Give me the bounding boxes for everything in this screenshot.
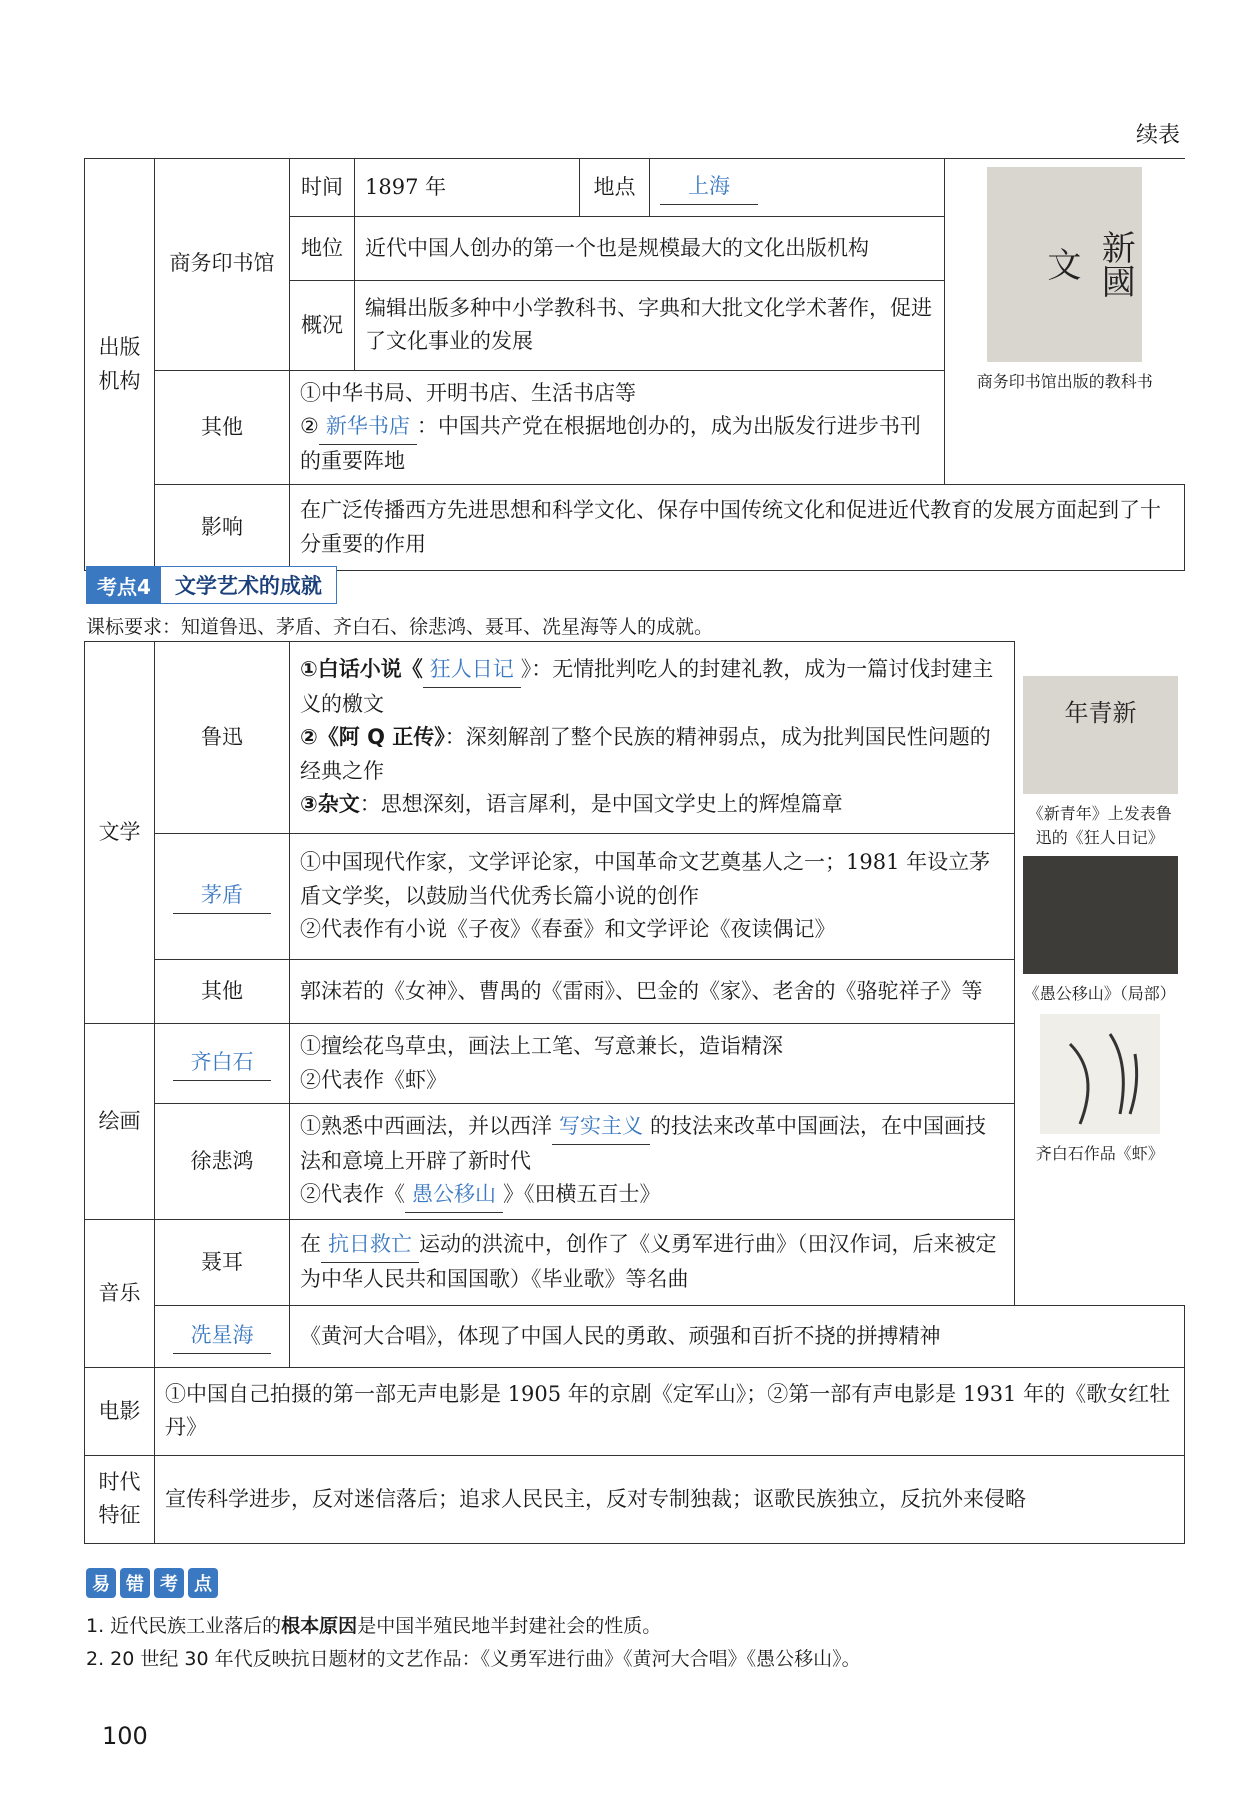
anti-japanese-fill: 抗日救亡 <box>321 1228 419 1263</box>
curriculum-requirement: 课标要求：知道鲁迅、茅盾、齐白石、徐悲鸿、聂耳、冼星海等人的成就。 <box>86 616 714 638</box>
status-value: 近代中国人创办的第一个也是规模最大的文化出版机构 <box>355 216 945 280</box>
literature-art-table: 文学 鲁迅 ①白话小说《 狂人日记 》：无情批判吃人的封建礼教，成为一篇讨伐封建主义的檄文 ②《阿 Q 正传》：深刻解剖了整个民族的精神弱点，成为批判国民性问题的经典之作 ③杂文：思想深刻，语言犀利，是中国文学史上的辉煌篇章 年青新 《新青年》上发表鲁迅的《狂人日记》 《愚公移山》（局部） 齐白石作品《虾》 茅盾 ①中国现代作家，文学评论家，中国革命文艺奠基人之一；1981 年设立茅盾文学奖，以鼓励当代优秀长篇小说的创作 ②代表作有小说《子夜》《春蚕》和文学评论《夜读偶记》 其他 郭沫若的《女神》、曹禺的《雷雨》、巴金的《家》、老舍的《骆驼祥子》等 绘画 齐白石 ①擅绘花鸟草虫，画法上工笔、写意兼长，造诣精深 ②代表作《虾》 徐悲鸿 ①熟悉中西画法，并以西洋 写实主义 的技法来改革中国画法，在中国画技法和意境上开辟了新时代 ②代表作《 愚公移山 》《田横五百士》 音乐 聂耳 在 抗日救亡 运动的洪流中，创作了《义勇军进行曲》（田汉作词，后来被定为中华人民共和国国歌）《毕业歌》等名曲 冼星海 《黄河大合唱》，体现了中国人民的勇敢、顽强和百折不挠的拼搏精神 电影 ①中国自己拍摄的第一部无声电影是 1905 年的京剧《定军山》；②第一部有声电影是 1931 年的《歌女红牡丹》 时代特征 宣传科学进步，反对迷信落后；追求人民民主，反对专制独裁；讴歌民族独立，反抗外来侵略 <box>84 641 1185 1544</box>
film-label: 电影 <box>85 1367 155 1455</box>
place-label: 地点 <box>580 159 650 217</box>
status-label: 地位 <box>290 216 355 280</box>
maodun-fill: 茅盾 <box>173 879 271 914</box>
place-fill: 上海 <box>660 170 758 205</box>
impact-label: 影响 <box>155 485 290 571</box>
page-number: 100 <box>102 1722 148 1750</box>
qibaishi-fill: 齐白石 <box>173 1046 271 1081</box>
section-title: 文学艺术的成就 <box>161 567 336 603</box>
section-badge <box>86 566 337 604</box>
maodun-line1: ①中国现代作家，文学评论家，中国革命文艺奠基人之一；1981 年设立茅盾文学奖，以鼓励当代优秀长篇小说的创作 <box>300 850 991 908</box>
error-prone-list <box>86 1610 861 1677</box>
error-item-2: 2. 20 世纪 30 年代反映抗日题材的文艺作品：《义勇军进行曲》《黄河大合唱》《愚公移山》。 <box>86 1648 861 1671</box>
era-value: 宣传科学进步，反对迷信落后；追求人民民主，反对专制独裁；讴歌民族独立，反抗外来侵略 <box>155 1455 1185 1543</box>
commercial-press-name: 商务印书馆 <box>155 159 290 371</box>
music-label: 音乐 <box>85 1219 155 1367</box>
realism-fill: 写实主义 <box>552 1110 650 1145</box>
nieer-name: 聂耳 <box>155 1219 290 1305</box>
painting-label: 绘画 <box>85 1024 155 1220</box>
publishing-table: 出版机构 商务印书馆 时间 1897 年 地点 上海 新國文 地位 近代中国人创办的第一个也是规模最大的文化出版机构 概况 编辑出版多种中小学教科书、字典和大批文化学术著作，促进了文化事业的发展 其他 ①中华书局、开明书店、生活书店等 ② 新华书店 ：中国共产党在根据地创办的，成为出版发行进步书刊的重要阵地 商务印书馆出版的教科书 影响 在广泛传播西方先进思想和科学文化、保存中国传统文化和促进近代教育的发展方面起到了十分重要的作用 <box>84 158 1185 571</box>
shrimp-image <box>1040 1014 1160 1134</box>
textbook-image: 新國文 <box>987 167 1142 362</box>
textbook-caption: 商务印书馆出版的教科书 <box>976 372 1153 391</box>
madman-diary-fill: 狂人日记 <box>423 653 521 688</box>
publishing-label: 出版机构 <box>85 159 155 571</box>
qibaishi-line1: ①擅绘花鸟草虫，画法上工笔、写意兼长，造诣精深 <box>300 1034 783 1058</box>
continued-label: 续表 <box>1135 123 1180 148</box>
others-line1: ①中华书局、开明书店、生活书店等 <box>300 380 636 405</box>
maodun-line2: ②代表作有小说《子夜》《春蚕》和文学评论《夜读偶记》 <box>300 917 836 942</box>
yugong-fill: 愚公移山 <box>405 1178 503 1213</box>
others-label: 其他 <box>155 370 290 485</box>
era-label: 时代特征 <box>85 1455 155 1543</box>
error-prone-badge: 易 错 考 点 <box>86 1568 218 1598</box>
lit-others-value: 郭沫若的《女神》、曹禺的《雷雨》、巴金的《家》、老舍的《骆驼祥子》等 <box>290 960 1015 1024</box>
xianxinghai-fill: 冼星海 <box>173 1319 271 1354</box>
literature-label: 文学 <box>85 642 155 1024</box>
xubeihong-name: 徐悲鸿 <box>155 1104 290 1220</box>
luxun-name: 鲁迅 <box>155 642 290 834</box>
shrimp-icon <box>1040 1014 1160 1134</box>
overview-value: 编辑出版多种中小学教科书、字典和大批文化学术著作，促进了文化事业的发展 <box>355 281 945 370</box>
section-number: 考点4 <box>87 567 161 603</box>
error-item-1: 1. 近代民族工业落后的根本原因是中国半殖民地半封建社会的性质。 <box>86 1615 662 1637</box>
time-label: 时间 <box>290 159 355 217</box>
qibaishi-line2: ②代表作《虾》 <box>300 1067 447 1092</box>
film-value: ①中国自己拍摄的第一部无声电影是 1905 年的京剧《定军山》；②第一部有声电影是 1931 年的《歌女红牡丹》 <box>155 1367 1185 1455</box>
textbook-image-cell <box>945 159 1185 371</box>
overview-label: 概况 <box>290 281 355 370</box>
lit-others-label: 其他 <box>155 960 290 1024</box>
xinhua-fill: 新华书店 <box>319 410 417 445</box>
xianxinghai-value: 《黄河大合唱》，体现了中国人民的勇敢、顽强和百折不挠的拼搏精神 <box>290 1305 1185 1367</box>
impact-value: 在广泛传播西方先进思想和科学文化、保存中国传统文化和促进近代教育的发展方面起到了十分重要的作用 <box>290 485 1185 571</box>
yugong-caption: 《愚公移山》（局部） <box>1023 983 1176 1003</box>
shrimp-caption: 齐白石作品《虾》 <box>1035 1143 1164 1163</box>
new-youth-image: 年青新 <box>1023 676 1178 794</box>
new-youth-caption: 《新青年》上发表鲁迅的《狂人日记》 <box>1027 803 1172 847</box>
yugong-image <box>1023 856 1178 974</box>
time-value: 1897 年 <box>355 159 580 217</box>
